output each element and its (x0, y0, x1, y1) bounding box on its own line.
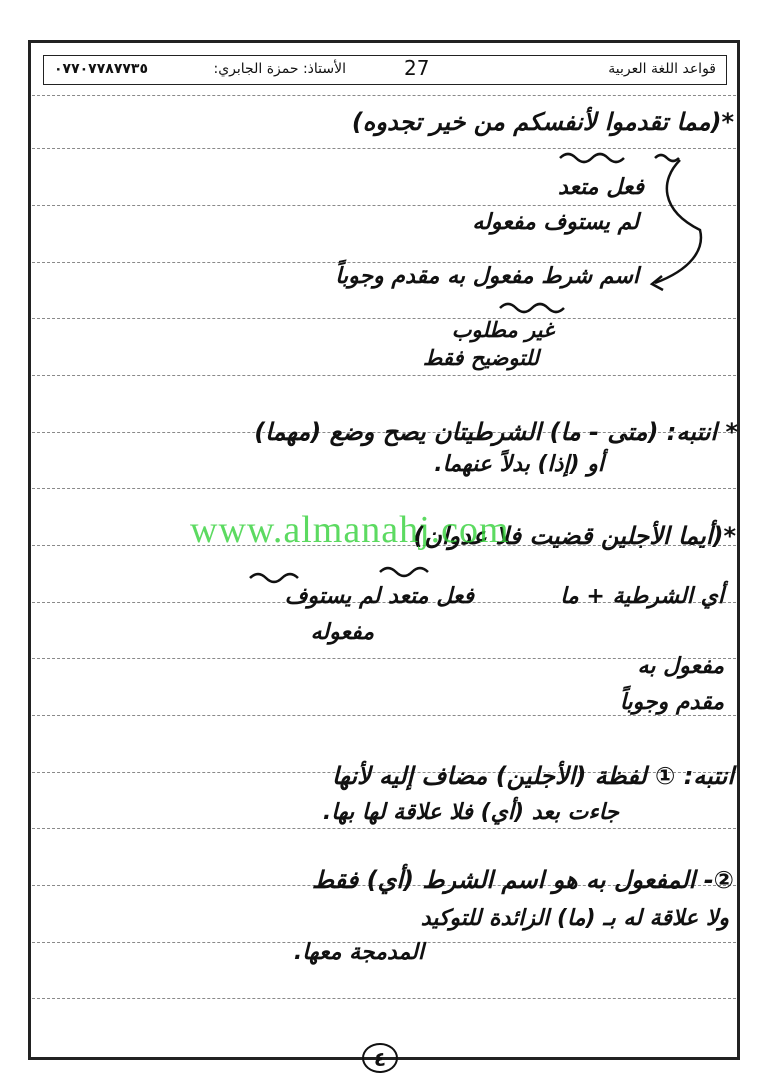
note-line: انتبه: ① لفظة (الأجلين) مضاف إليه لأنها (331, 762, 734, 790)
watermark: www.almanahj.com (190, 509, 510, 551)
note-line: ولا علاقة له بـ (ما) الزائدة للتوكيد (420, 906, 729, 931)
note-line: للتوضيح فقط (422, 346, 539, 370)
note-line: المدمجة معها. (293, 940, 424, 965)
note-line: فعل متعد لم يستوف (284, 584, 474, 609)
note-line: مفعول به (637, 654, 724, 679)
header-phone: ٠٧٧٠٧٧٨٧٧٣٥ (54, 61, 148, 77)
header-teacher: الأستاذ: حمزة الجابري: (213, 61, 346, 77)
ruled-lines (32, 95, 736, 1035)
note-line: *(أيما الأجلين قضيت فلا عدوان) (413, 522, 736, 550)
header-page-number: 27 (404, 56, 430, 80)
note-line: فعل متعد (557, 175, 644, 200)
note-line: غير مطلوب (451, 318, 554, 342)
note-line: اسم شرط مفعول به مقدم وجوباً (335, 264, 639, 289)
page-header (43, 55, 727, 85)
note-line: * انتبه: (متى - ما) الشرطيتان يصح وضع (مهما) (254, 418, 738, 446)
note-line: لم يستوف مفعوله (472, 210, 639, 235)
note-line: *(مما تقدموا لأنفسكم من خير تجدوه) (351, 108, 734, 136)
footer-page-mark: ٤ (362, 1043, 398, 1073)
note-line: مقدم وجوباً (619, 690, 724, 715)
note-line: أو (إذا) بدلاً عنهما. (434, 452, 604, 477)
note-line: مفعوله (310, 620, 374, 645)
note-line: ②- المفعول به هو اسم الشرط (أي) فقط (311, 866, 734, 894)
header-subject: قواعد اللغة العربية (608, 61, 716, 77)
note-line: جاءت بعد (أي) فلا علاقة لها بها. (322, 800, 619, 825)
note-line: أي الشرطية + ما (560, 584, 724, 609)
